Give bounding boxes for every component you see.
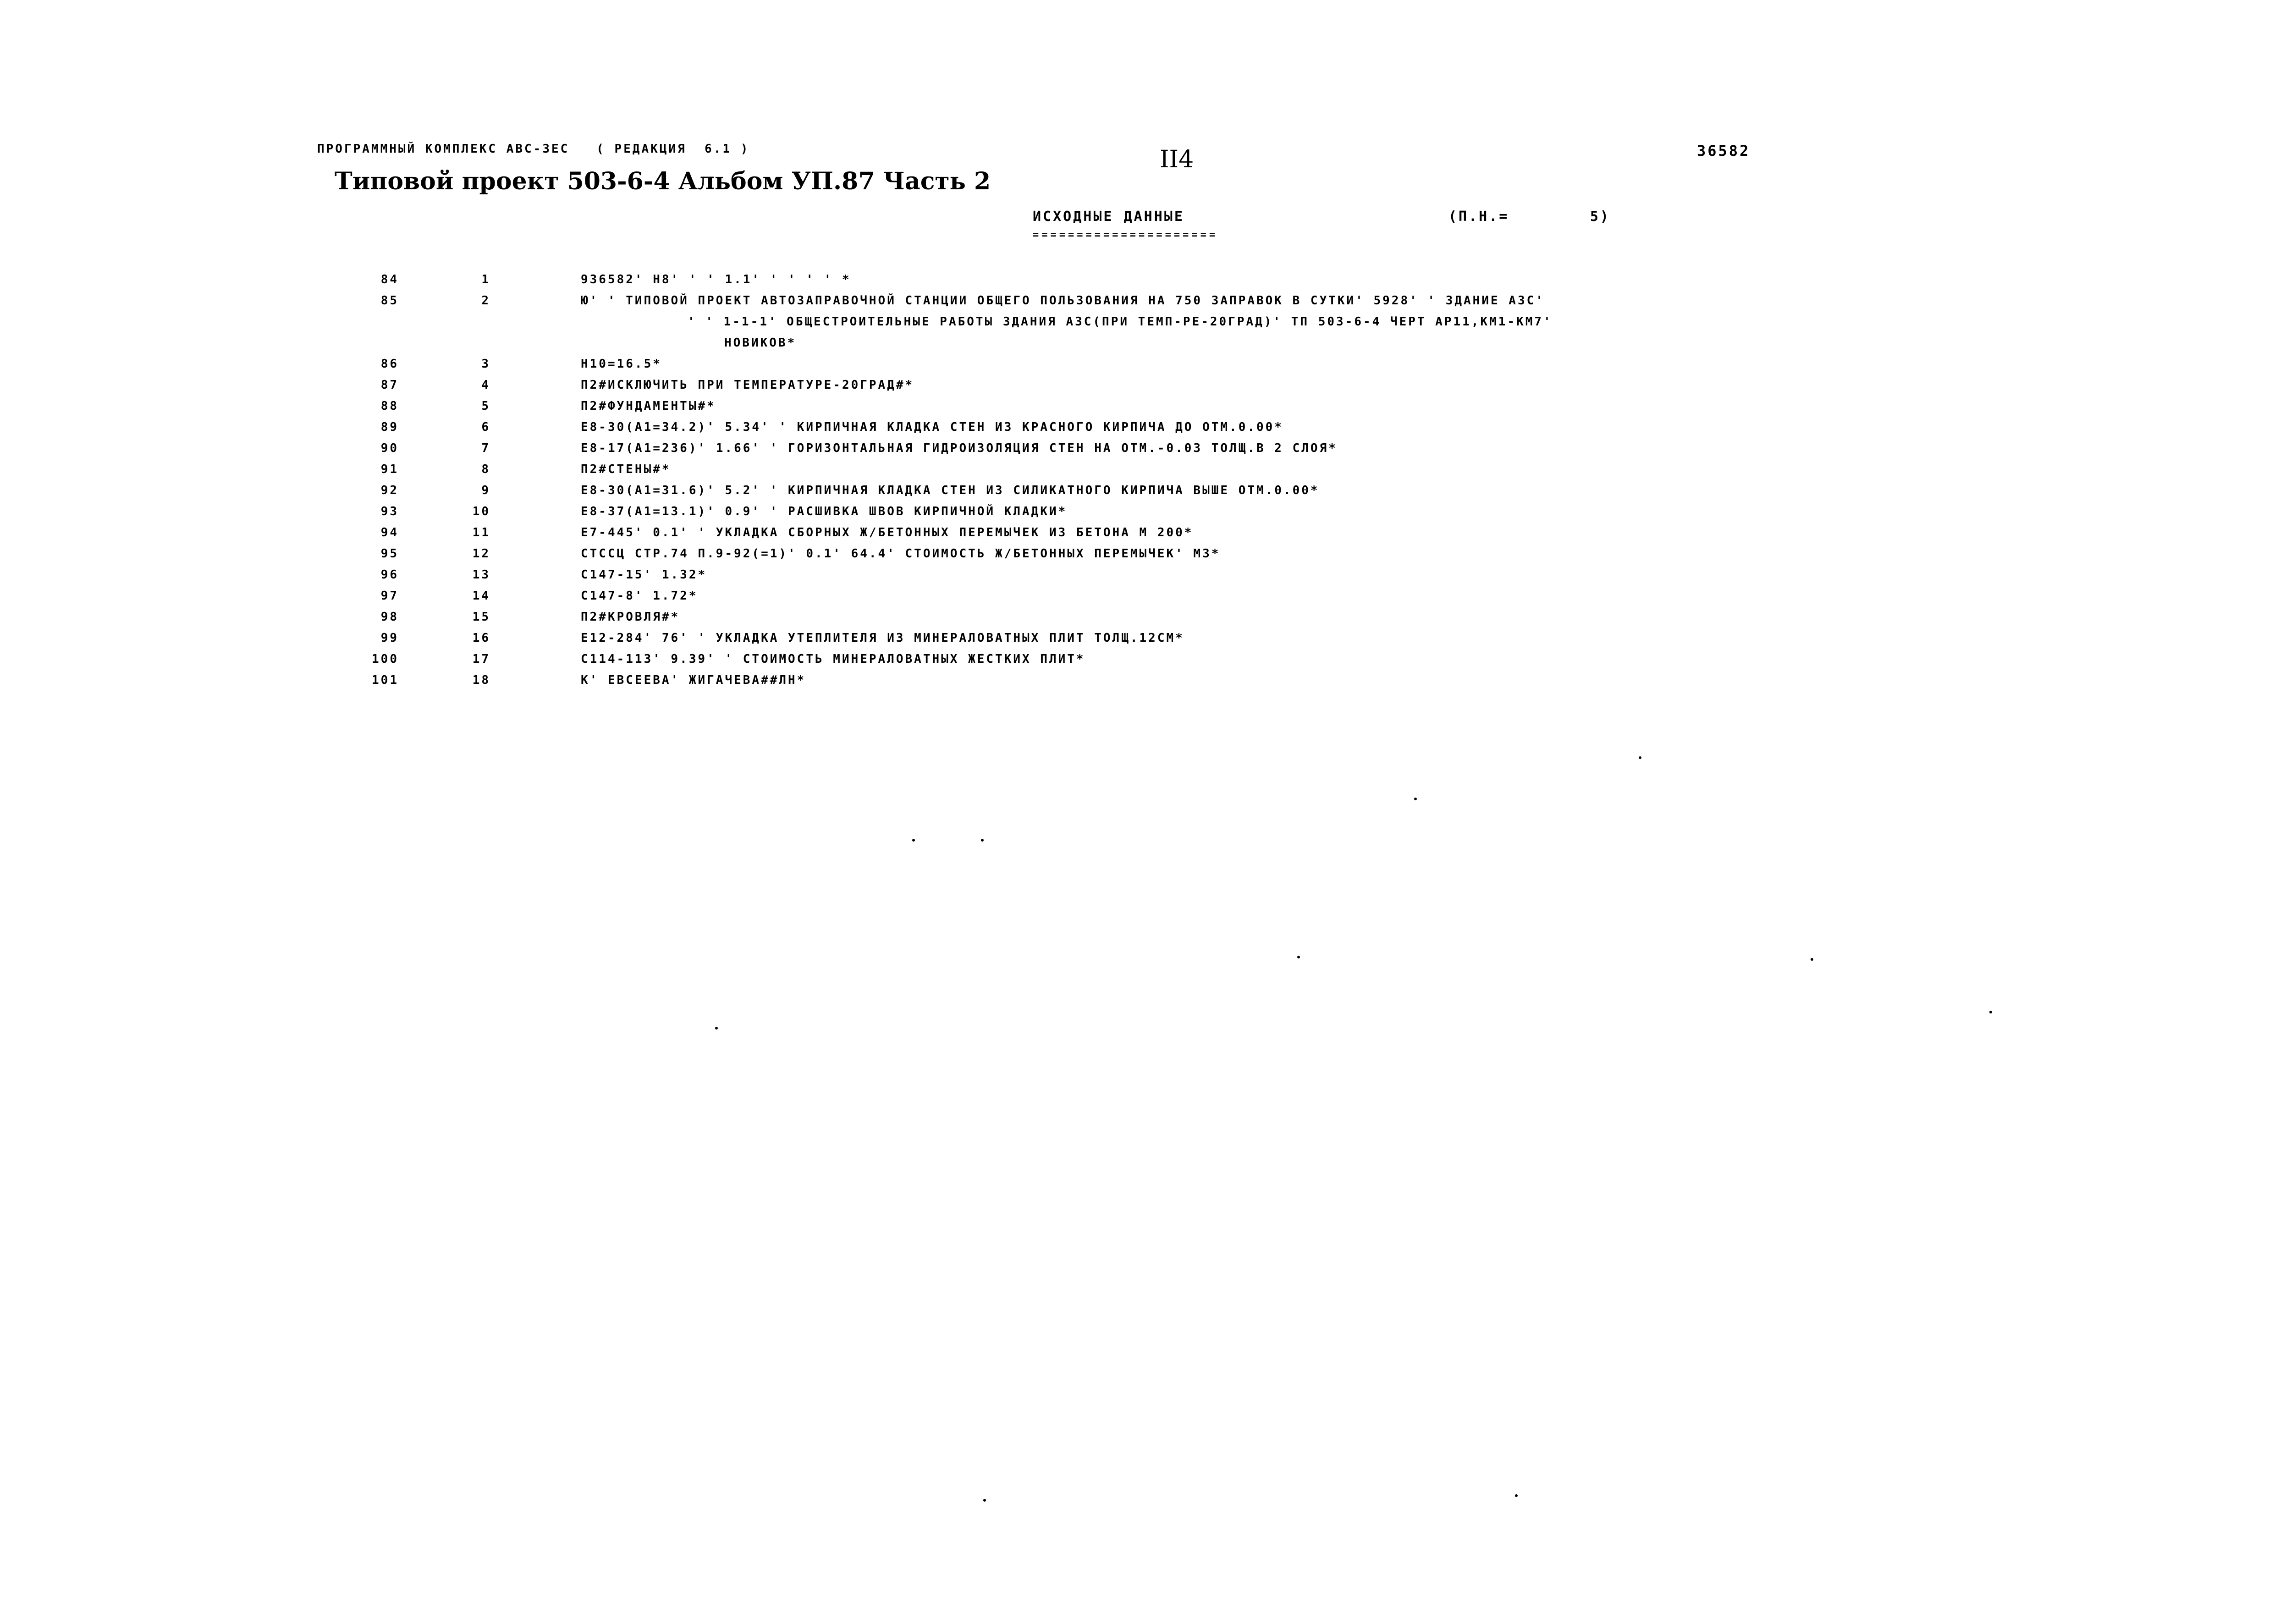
row-seq-number: 84 <box>380 273 399 286</box>
listing-row <box>0 505 1971 526</box>
row-line-number: 13 <box>472 568 490 582</box>
row-text: С114-113' 9.39' ' СТОИМОСТЬ МИНЕРАЛОВАТНЫХ ЖЕСТКИХ ПЛИТ* <box>581 652 1085 666</box>
listing-row <box>0 673 1971 694</box>
row-text: С147-15' 1.32* <box>581 568 707 582</box>
row-seq-number: 89 <box>380 420 399 434</box>
row-line-number: 4 <box>481 378 490 392</box>
data-listing <box>0 273 1971 716</box>
row-text: Е8-37(А1=13.1)' 0.9' ' РАСШИВКА ШВОВ КИРПИЧНОЙ КЛАДКИ* <box>581 505 1068 518</box>
row-seq-number: 85 <box>380 294 399 308</box>
row-line-number: 14 <box>472 589 490 603</box>
row-text: С147-8' 1.72* <box>581 589 698 603</box>
row-text: П2#КРОВЛЯ#* <box>581 610 680 624</box>
scan-speck <box>715 1027 718 1029</box>
listing-row-continuation <box>0 336 1971 357</box>
row-text: Н10=16.5* <box>581 357 662 371</box>
listing-row <box>0 484 1971 505</box>
row-text: П2#СТЕНЫ#* <box>581 462 671 476</box>
row-text: П2#ФУНДАМЕНТЫ#* <box>581 399 716 413</box>
row-line-number: 15 <box>472 610 490 624</box>
row-seq-number: 91 <box>380 462 399 476</box>
document-number: 36582 <box>1697 142 1751 160</box>
row-text: НОВИКОВ* <box>724 336 797 350</box>
row-seq-number: 95 <box>380 547 399 561</box>
row-text: Е8-30(А1=31.6)' 5.2' ' КИРПИЧНАЯ КЛАДКА СТЕН ИЗ СИЛИКАТНОГО КИРПИЧА ВЫШЕ ОТМ.0.00* <box>581 484 1320 497</box>
row-seq-number: 86 <box>380 357 399 371</box>
row-line-number: 18 <box>472 673 490 687</box>
row-seq-number: 90 <box>380 441 399 455</box>
listing-row <box>0 294 1971 315</box>
row-seq-number: 87 <box>380 378 399 392</box>
row-text: П2#ИСКЛЮЧИТЬ ПРИ ТЕМПЕРАТУРЕ-20ГРАД#* <box>581 378 914 392</box>
scan-speck <box>1515 1494 1518 1497</box>
row-seq-number: 97 <box>380 589 399 603</box>
listing-row <box>0 631 1971 652</box>
row-text: Е7-445' 0.1' ' УКЛАДКА СБОРНЫХ Ж/БЕТОННЫХ ПЕРЕМЫЧЕК ИЗ БЕТОНА М 200* <box>581 526 1194 539</box>
listing-row <box>0 652 1971 673</box>
row-seq-number: 101 <box>372 673 399 687</box>
row-seq-number: 92 <box>380 484 399 497</box>
row-seq-number: 99 <box>380 631 399 645</box>
row-line-number: 2 <box>481 294 490 308</box>
row-line-number: 12 <box>472 547 490 561</box>
row-line-number: 11 <box>472 526 490 539</box>
section-reference: (П.Н.= 5) <box>1448 209 1610 225</box>
listing-row <box>0 589 1971 610</box>
listing-row <box>0 420 1971 441</box>
row-line-number: 17 <box>472 652 490 666</box>
page-number: II4 <box>1160 146 1194 173</box>
listing-row <box>0 694 1971 716</box>
row-text: Е12-284' 76' ' УКЛАДКА УТЕПЛИТЕЛЯ ИЗ МИНЕРАЛОВАТНЫХ ПЛИТ ТОЛЩ.12СМ* <box>581 631 1184 645</box>
row-seq-number: 94 <box>380 526 399 539</box>
row-text: Е8-30(А1=34.2)' 5.34' ' КИРПИЧНАЯ КЛАДКА СТЕН ИЗ КРАСНОГО КИРПИЧА ДО ОТМ.0.00* <box>581 420 1283 434</box>
scan-speck <box>912 839 915 842</box>
section-title: ИСХОДНЫЕ ДАННЫЕ <box>1033 209 1184 225</box>
row-line-number: 1 <box>481 273 490 286</box>
listing-row <box>0 547 1971 568</box>
listing-row-continuation <box>0 315 1971 336</box>
listing-row <box>0 462 1971 484</box>
section-underline: ===================== <box>1033 229 1218 241</box>
scan-speck <box>1297 956 1300 958</box>
row-text: К' ЕВСЕЕВА' ЖИГАЧЕВА##ЛН* <box>581 673 806 687</box>
program-header: ПРОГРАММНЫЙ КОМПЛЕКС АВС-3ЕС ( РЕДАКЦИЯ 6.1 ) <box>317 142 750 156</box>
row-text: ' ' 1-1-1' ОБЩЕСТРОИТЕЛЬНЫЕ РАБОТЫ ЗДАНИЯ АЗС(ПРИ ТЕМП-РЕ-20ГРАД)' ТП 503-6-4 ЧЕРТ АР11,КМ1-КМ7' <box>688 315 1553 329</box>
listing-row <box>0 357 1971 378</box>
listing-row <box>0 568 1971 589</box>
scan-speck <box>983 1499 986 1502</box>
scan-speck <box>1639 756 1641 759</box>
scan-speck <box>1414 798 1417 800</box>
row-line-number: 3 <box>481 357 490 371</box>
row-line-number: 9 <box>481 484 490 497</box>
listing-row <box>0 399 1971 420</box>
listing-row <box>0 273 1971 294</box>
row-seq-number: 98 <box>380 610 399 624</box>
listing-row <box>0 610 1971 631</box>
row-line-number: 8 <box>481 462 490 476</box>
scan-speck <box>1811 958 1813 961</box>
scan-speck <box>981 839 984 842</box>
row-seq-number: 96 <box>380 568 399 582</box>
scan-speck <box>1989 1011 1992 1013</box>
row-line-number: 10 <box>472 505 490 518</box>
row-text: 936582' Н8' ' ' 1.1' ' ' ' ' * <box>581 273 851 286</box>
row-line-number: 16 <box>472 631 490 645</box>
listing-row <box>0 526 1971 547</box>
row-text: Ю' ' ТИПОВОЙ ПРОЕКТ АВТОЗАПРАВОЧНОЙ СТАНЦИИ ОБЩЕГО ПОЛЬЗОВАНИЯ НА 750 ЗАПРАВОК В СУТКИ' 5928' ' ЗДАНИЕ АЗС' <box>581 294 1545 308</box>
listing-row <box>0 441 1971 462</box>
listing-row <box>0 378 1971 399</box>
row-seq-number: 100 <box>372 652 399 666</box>
row-text: СТССЦ СТР.74 П.9-92(=1)' 0.1' 64.4' СТОИМОСТЬ Ж/БЕТОННЫХ ПЕРЕМЫЧЕК' М3* <box>581 547 1221 561</box>
row-seq-number: 93 <box>380 505 399 518</box>
row-line-number: 5 <box>481 399 490 413</box>
row-line-number: 6 <box>481 420 490 434</box>
row-text: Е8-17(А1=236)' 1.66' ' ГОРИЗОНТАЛЬНАЯ ГИДРОИЗОЛЯЦИЯ СТЕН НА ОТМ.-0.03 ТОЛЩ.В 2 СЛОЯ* <box>581 441 1338 455</box>
project-title: Типовой проект 503-6-4 Альбом УП.87 Часть 2 <box>335 167 991 195</box>
row-seq-number: 88 <box>380 399 399 413</box>
row-line-number: 7 <box>481 441 490 455</box>
